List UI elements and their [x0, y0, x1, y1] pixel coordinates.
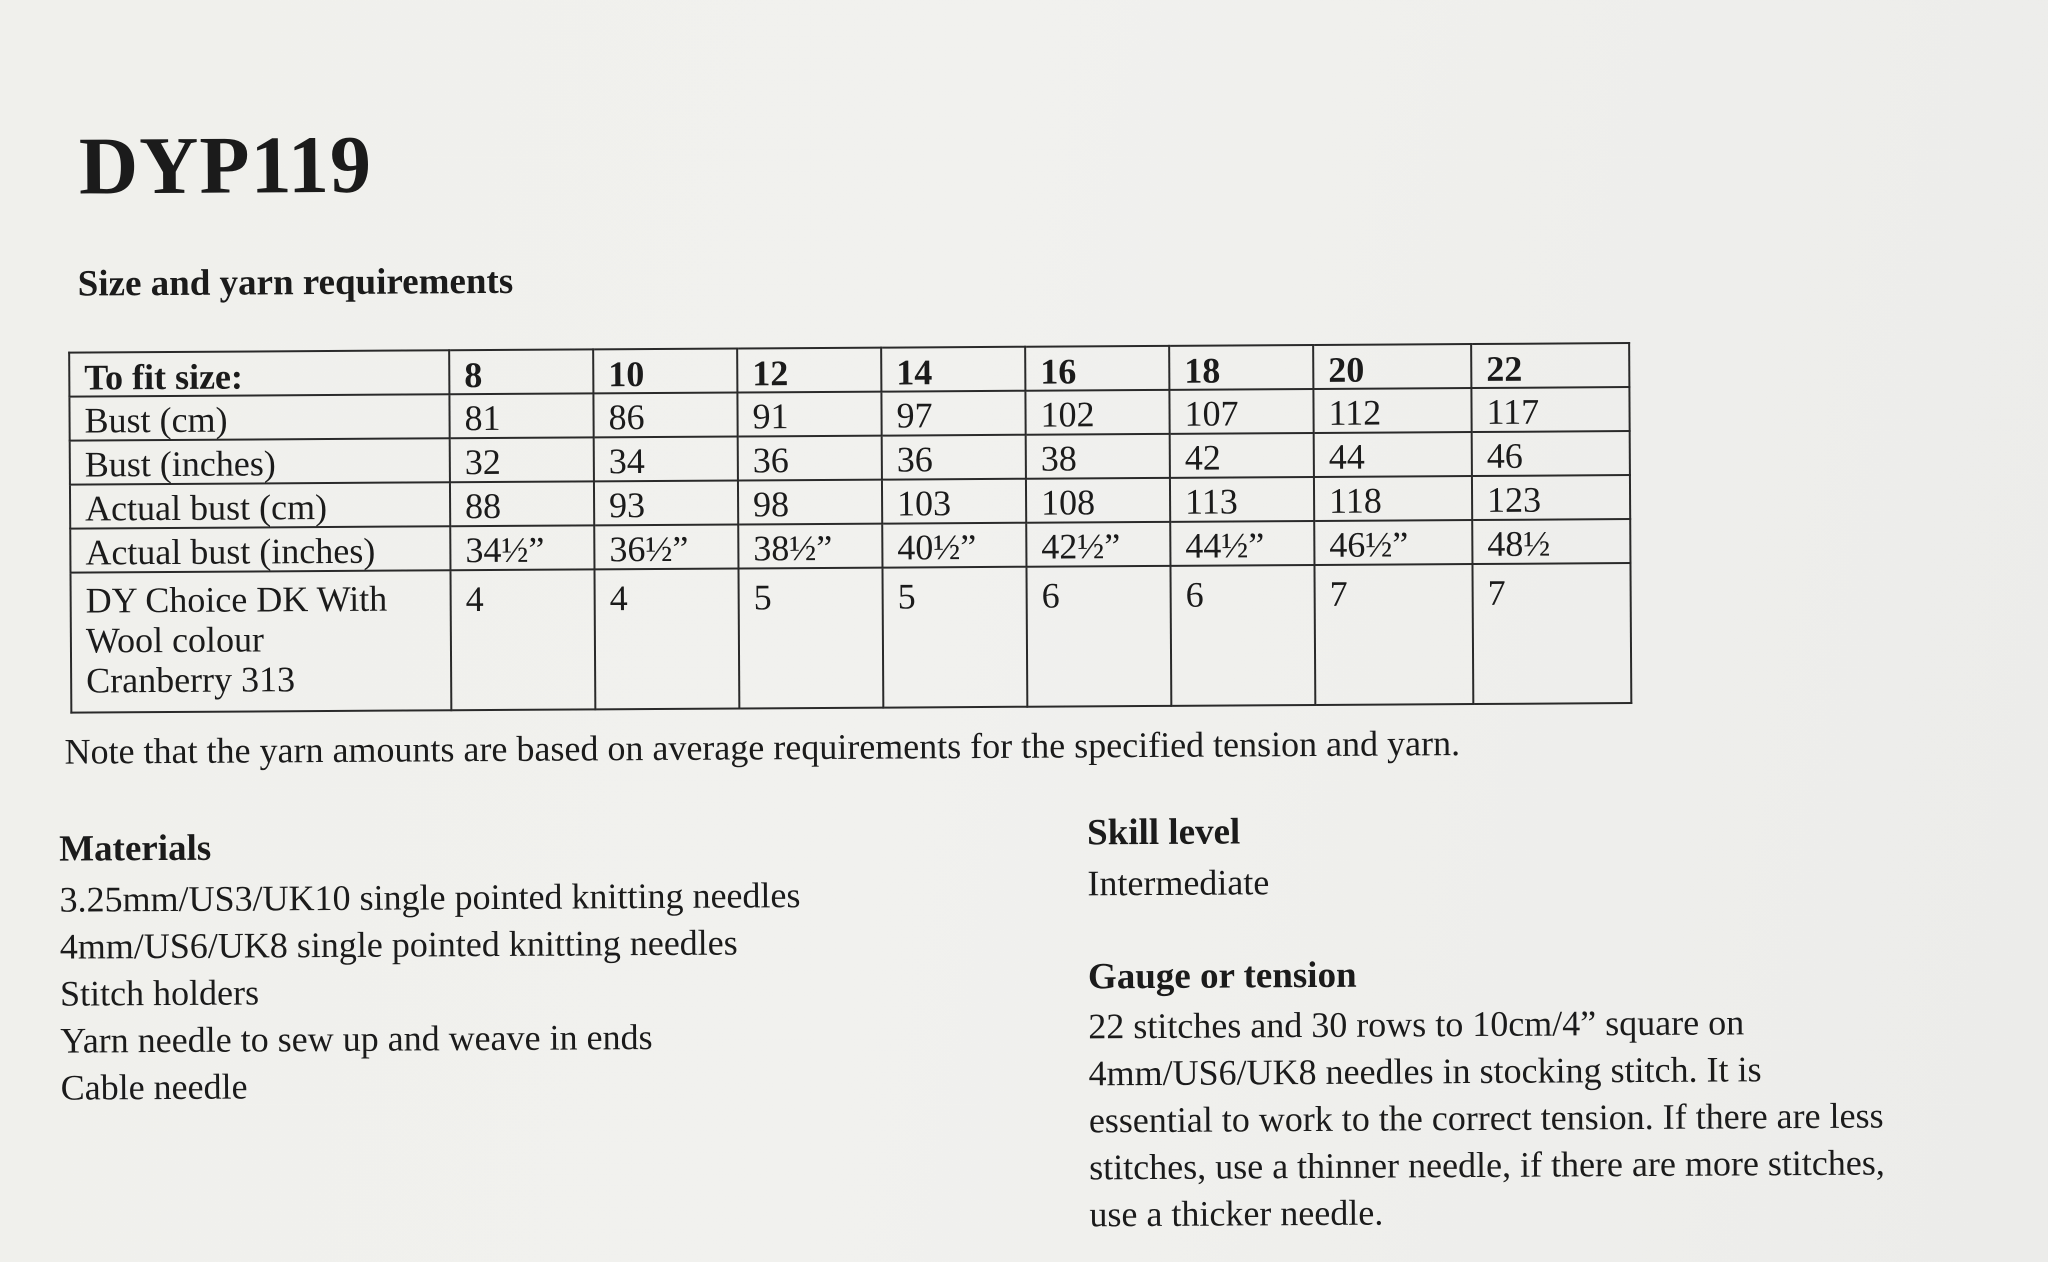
size-yarn-table: [68, 342, 1632, 714]
size-section-heading: Size and yarn requirements: [77, 260, 514, 305]
size-cell: 16: [1025, 346, 1169, 391]
materials-item: Stitch holders: [59, 972, 260, 1014]
skill-level-value: Intermediate: [1087, 861, 1270, 904]
table-cell: 117: [1471, 387, 1629, 432]
table-cell: 44: [1314, 432, 1472, 477]
table-cell: 86: [593, 393, 737, 438]
gauge-line: 4mm/US6/UK8 needles in stocking stitch. It is: [1088, 1049, 1762, 1094]
size-cell: 10: [593, 349, 737, 394]
table-cell: 48½: [1472, 519, 1630, 564]
gauge-block: [1088, 951, 2048, 1239]
table-cell: 98: [738, 480, 882, 525]
pattern-code-title: DYP119: [78, 118, 373, 212]
yarn-ball-count: 5: [882, 567, 1027, 708]
gauge-line: 22 stitches and 30 rows to 10cm/4” square on: [1088, 1002, 1745, 1047]
size-cell: 8: [449, 349, 593, 394]
table-cell: 97: [881, 391, 1025, 436]
table-cell: 38: [1026, 434, 1170, 479]
size-cell: 14: [881, 347, 1025, 392]
skill-level-heading: Skill level: [1086, 811, 1241, 854]
gauge-line: essential to work to the correct tension. If there are less: [1088, 1095, 1884, 1141]
yarn-ball-count: 4: [594, 568, 739, 709]
table-cell: 123: [1472, 475, 1630, 520]
table-cell: 118: [1314, 476, 1472, 521]
yarn-label-line: DY Choice DK With: [85, 578, 388, 621]
table-row-yarn: [70, 563, 1631, 713]
yarn-label-line: Cranberry 313: [86, 659, 296, 701]
size-cell: 22: [1471, 343, 1629, 388]
table-cell: 42: [1170, 433, 1314, 478]
row-label: Bust (inches): [70, 438, 450, 484]
table-cell: 36: [882, 435, 1026, 480]
gauge-line: stitches, use a thinner needle, if there are more stitches,: [1089, 1142, 1885, 1188]
table-cell: 102: [1025, 390, 1169, 435]
table-cell: 91: [737, 392, 881, 437]
skill-gauge-section: [1087, 808, 2048, 1239]
table-cell: 40½”: [882, 523, 1026, 568]
table-cell: 36: [738, 436, 882, 481]
yarn-ball-count: 6: [1026, 566, 1171, 707]
row-label: Bust (cm): [69, 394, 449, 440]
table-cell: 34: [594, 437, 738, 482]
yarn-ball-count: 5: [738, 568, 883, 709]
table-cell: 112: [1313, 388, 1471, 433]
size-cell: 12: [737, 348, 881, 393]
yarn-ball-count: 6: [1170, 565, 1315, 706]
gauge-line: use a thicker needle.: [1089, 1192, 1384, 1235]
table-cell: 36½”: [594, 525, 738, 570]
yarn-ball-count: 4: [450, 569, 595, 710]
table-cell: 46: [1472, 431, 1630, 476]
yarn-note: Note that the yarn amounts are based on average requirements for the specified tension and yarn.: [64, 723, 1461, 772]
row-label: Actual bust (inches): [70, 526, 450, 572]
table-cell: 46½”: [1314, 520, 1472, 565]
yarn-ball-count: 7: [1314, 564, 1473, 705]
materials-heading: Materials: [59, 827, 212, 870]
materials-item: Cable needle: [60, 1066, 248, 1108]
yarn-label-line: Wool colour: [85, 619, 265, 661]
yarn-ball-count: 7: [1472, 563, 1631, 704]
table-cell: 81: [449, 393, 593, 438]
table-cell: 103: [882, 479, 1026, 524]
table-cell: 42½”: [1026, 522, 1170, 567]
table-cell: 88: [450, 481, 594, 526]
materials-section: [59, 824, 1021, 1112]
table-cell: 93: [594, 481, 738, 526]
materials-item: 3.25mm/US3/UK10 single pointed knitting needles: [59, 874, 801, 920]
table-cell: 108: [1026, 478, 1170, 523]
table-cell: 34½”: [450, 525, 594, 570]
table-cell: 107: [1169, 389, 1313, 434]
table-cell: 113: [1170, 477, 1314, 522]
table-cell: 38½”: [738, 524, 882, 569]
size-cell: 18: [1169, 345, 1313, 390]
yarn-row-label: [70, 570, 451, 712]
table-cell: 32: [450, 437, 594, 482]
row-label: Actual bust (cm): [70, 482, 450, 528]
materials-item: 4mm/US6/UK8 single pointed knitting needles: [59, 922, 738, 967]
gauge-heading: Gauge or tension: [1087, 954, 1357, 998]
size-cell: 20: [1313, 344, 1471, 389]
table-cell: 44½”: [1170, 521, 1314, 566]
table-header-label: To fit size:: [69, 350, 449, 396]
materials-item: Yarn needle to sew up and weave in ends: [60, 1016, 653, 1061]
